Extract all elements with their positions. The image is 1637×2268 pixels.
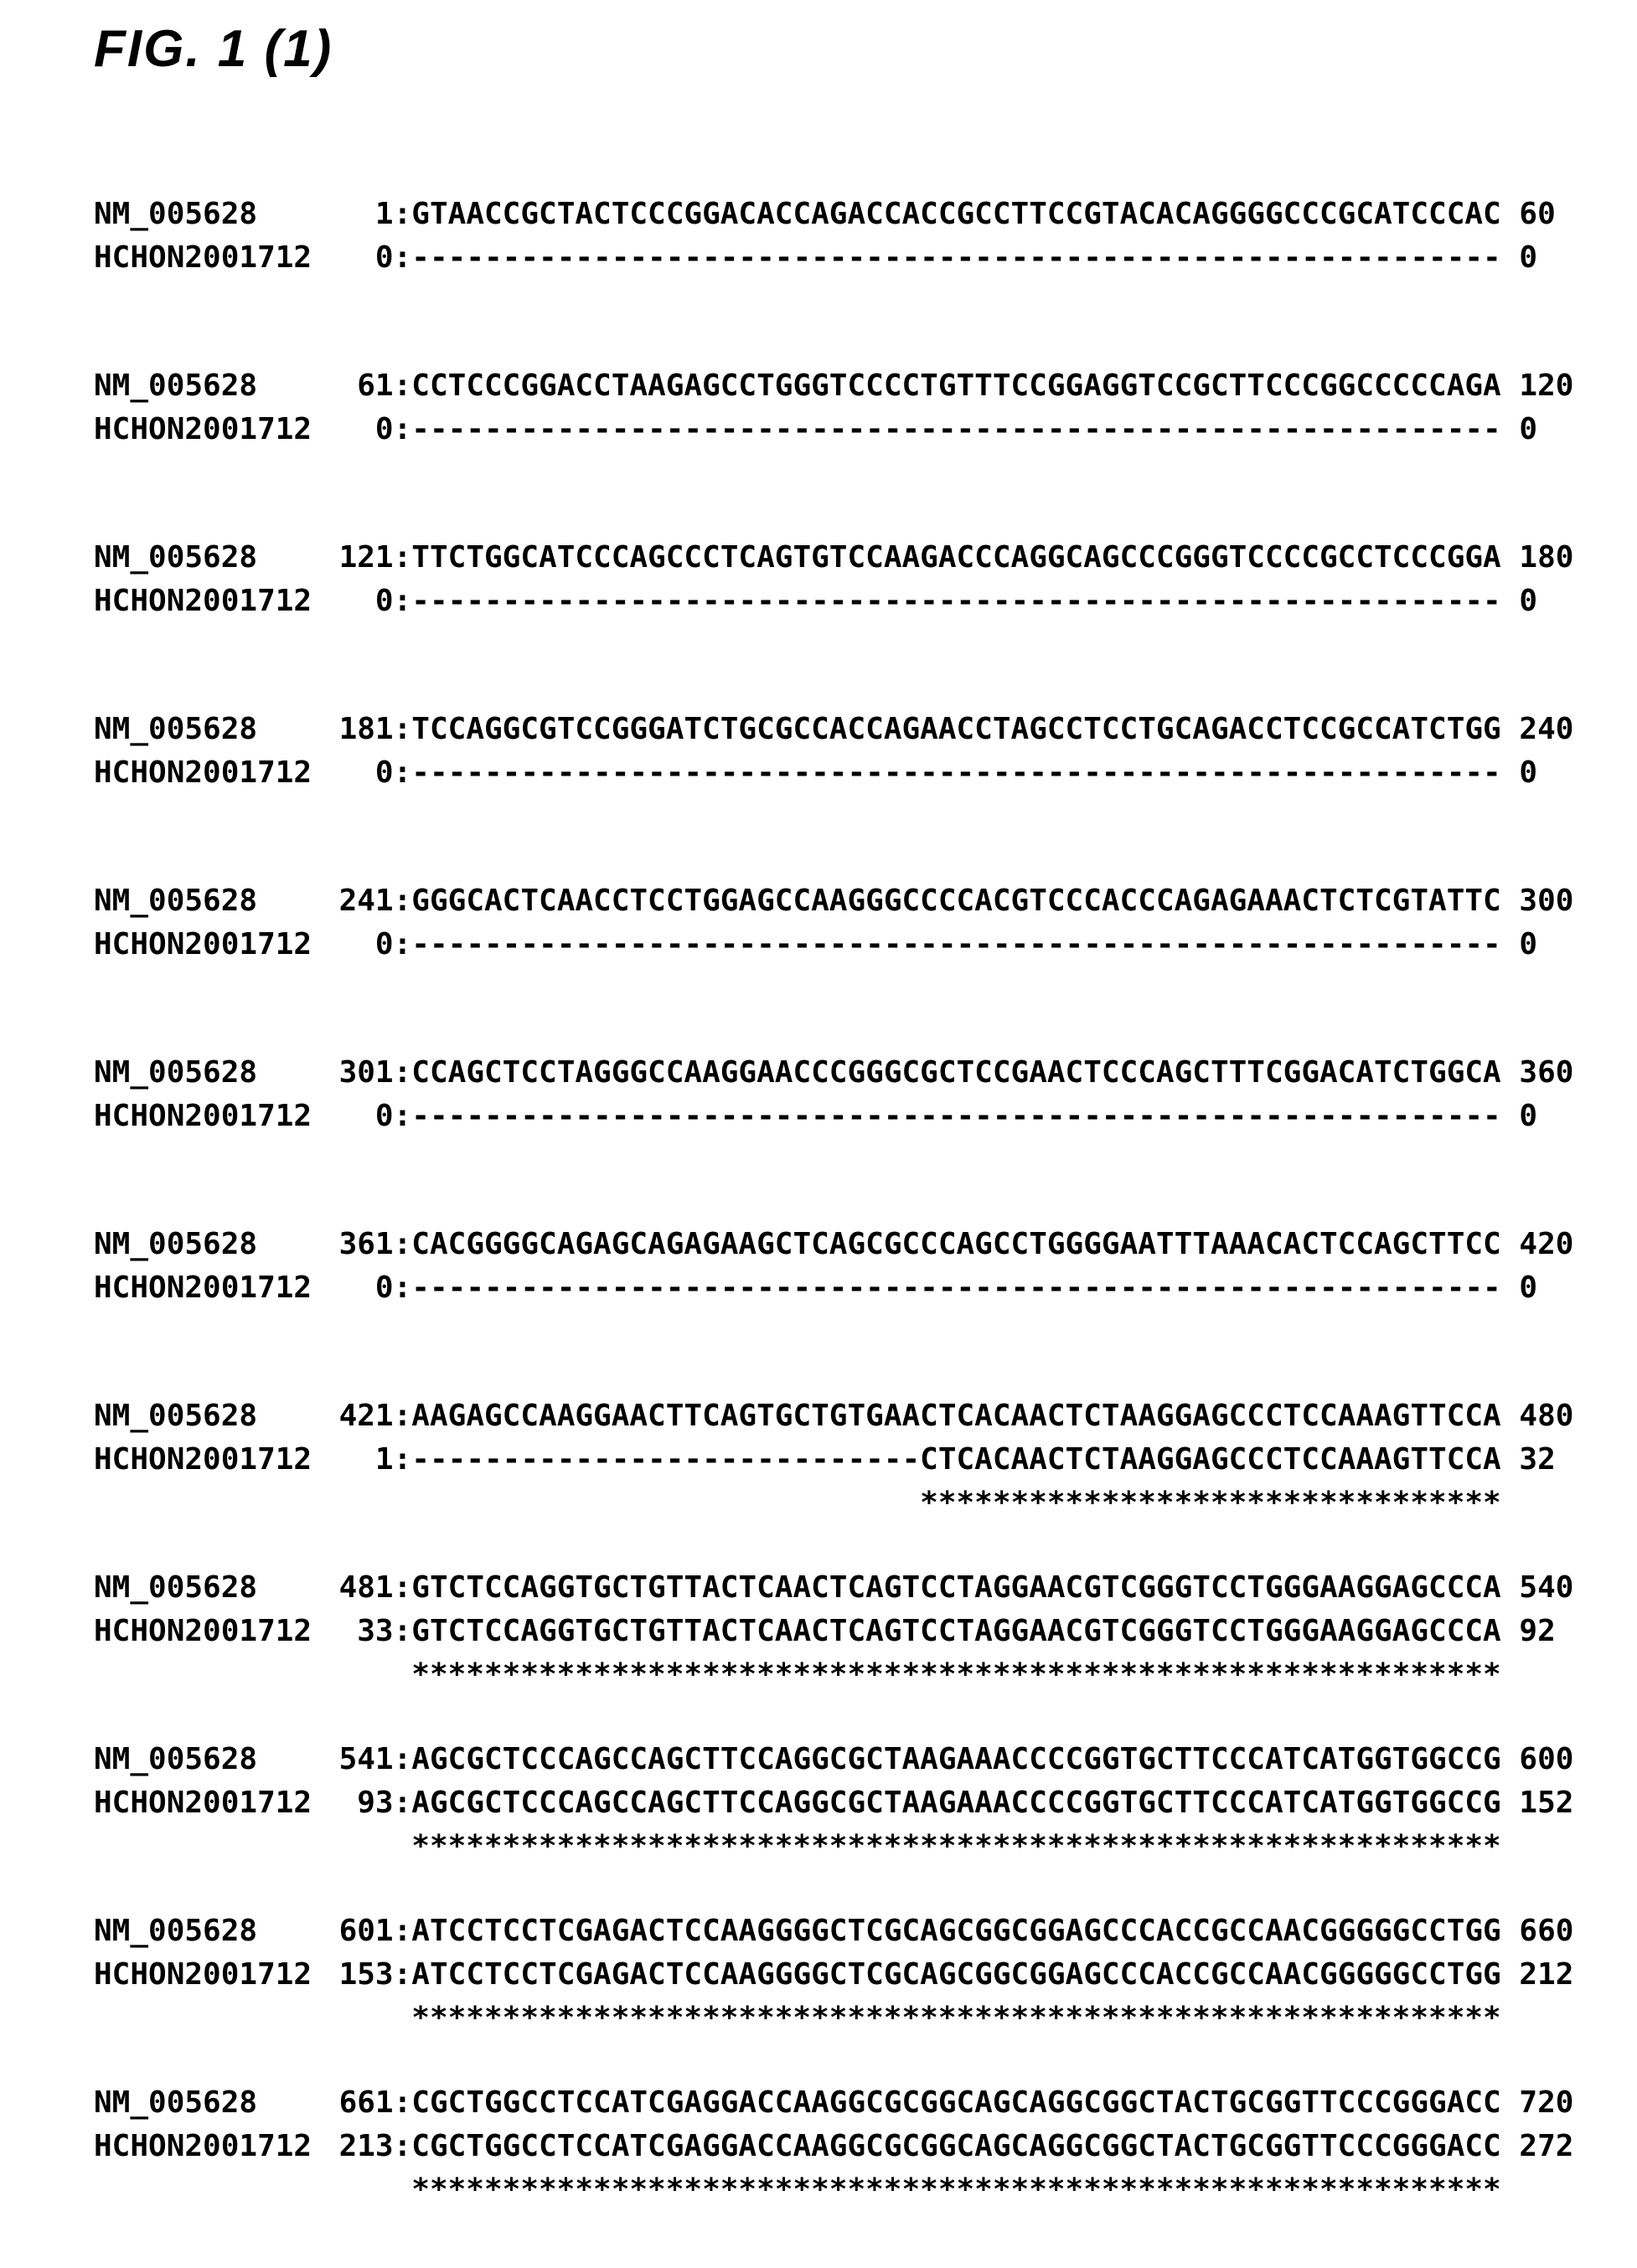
alignment-block-10 <box>94 1738 1637 1869</box>
query-label: NM_005628 <box>94 197 258 231</box>
subject-start-number: 213 <box>338 2129 394 2163</box>
separator: : <box>393 540 412 575</box>
subject-sequence: AGCGCTCCCAGCCAGCTTCCAGGCGCTAAGAAACCCCGGTGCTTCCCATCATGGTGGCCG <box>411 1786 1501 1820</box>
separator: : <box>393 584 412 618</box>
subject-row <box>94 2125 1637 2168</box>
query-start-number: 541 <box>338 1742 394 1776</box>
query-row <box>94 1738 1637 1781</box>
query-start-number: 241 <box>338 884 394 918</box>
match-indent <box>321 1653 394 1697</box>
subject-row <box>94 1781 1637 1825</box>
alignment-block-9 <box>94 1566 1637 1697</box>
separator: : <box>393 1442 412 1477</box>
separator: : <box>393 197 412 231</box>
query-row <box>94 1910 1637 1953</box>
subject-start-number: 153 <box>338 1957 394 1992</box>
subject-end-number: 0 <box>1519 755 1538 790</box>
subject-sequence: ATCCTCCTCGAGACTCCAAGGGGCTCGCAGCGGCGGAGCCCACCGCCAACGGGGGCCTGG <box>411 1957 1501 1992</box>
query-label: NM_005628 <box>94 1399 258 1433</box>
subject-row <box>94 1095 1637 1138</box>
query-sequence: TCCAGGCGTCCGGGATCTGCGCCACCAGAACCTAGCCTCCTGCAGACCTCCGCCATCTGG <box>411 712 1501 746</box>
query-row <box>94 364 1637 408</box>
subject-sequence: ------------------------------------------------------------ <box>411 412 1501 446</box>
query-sequence: CGCTGGCCTCCATCGAGGACCAAGGCGCGGCAGCAGGCGGCTACTGCGGTTCCCGGGACC <box>411 2085 1501 2120</box>
query-sequence: CCAGCTCCTAGGGCCAAGGAACCCGGGCGCTCCGAACTCCCAGCTTTCGGACATCTGGCA <box>411 1055 1501 1090</box>
match-indent <box>321 2168 394 2212</box>
query-label: NM_005628 <box>94 1227 258 1261</box>
query-end-number: 60 <box>1519 197 1556 231</box>
subject-end-number: 0 <box>1519 412 1538 446</box>
subject-label: HCHON2001712 <box>94 1786 312 1820</box>
subject-sequence: ----------------------------CTCACAACTCTAAGGAGCCCTCCAAAGTTCCA <box>411 1442 1501 1477</box>
subject-sequence: ------------------------------------------------------------ <box>411 1099 1501 1133</box>
subject-label: HCHON2001712 <box>94 927 312 961</box>
query-label: NM_005628 <box>94 1055 258 1090</box>
subject-label: HCHON2001712 <box>94 1271 312 1305</box>
alignment-block-5 <box>94 879 1637 966</box>
separator: : <box>393 712 412 746</box>
subject-label: HCHON2001712 <box>94 1442 312 1477</box>
query-sequence: ATCCTCCTCGAGACTCCAAGGGGCTCGCAGCGGCGGAGCCCACCGCCAACGGGGGCCTGG <box>411 1914 1501 1948</box>
separator: : <box>393 240 412 275</box>
separator: : <box>393 1271 412 1305</box>
query-end-number: 480 <box>1519 1399 1574 1433</box>
query-row <box>94 1394 1637 1438</box>
match-row <box>94 2168 1637 2212</box>
query-sequence: AGCGCTCCCAGCCAGCTTCCAGGCGCTAAGAAACCCCGGTGCTTCCCATCATGGTGGCCG <box>411 1742 1501 1776</box>
alignment-block-6 <box>94 1051 1637 1138</box>
query-row <box>94 708 1637 751</box>
subject-end-number: 0 <box>1519 1271 1538 1305</box>
separator: : <box>393 2085 412 2120</box>
query-row <box>94 193 1637 236</box>
query-end-number: 660 <box>1519 1914 1574 1948</box>
subject-label: HCHON2001712 <box>94 1614 312 1648</box>
query-label: NM_005628 <box>94 1570 258 1605</box>
separator: : <box>393 1055 412 1090</box>
query-label: NM_005628 <box>94 369 258 403</box>
subject-sequence: ------------------------------------------------------------ <box>411 1271 1501 1305</box>
subject-label: HCHON2001712 <box>94 412 312 446</box>
match-asterisks: ************************************************************ <box>411 1657 1501 1692</box>
subject-end-number: 32 <box>1519 1442 1556 1477</box>
query-label: NM_005628 <box>94 712 258 746</box>
separator: : <box>393 1742 412 1776</box>
subject-label: HCHON2001712 <box>94 240 312 275</box>
separator: : <box>393 755 412 790</box>
match-row <box>94 1482 1637 1525</box>
subject-end-number: 0 <box>1519 240 1538 275</box>
query-sequence: CACGGGGCAGAGCAGAGAAGCTCAGCGCCCAGCCTGGGGAATTTAAACACTCCAGCTTCC <box>411 1227 1501 1261</box>
subject-end-number: 0 <box>1519 1099 1538 1133</box>
subject-start-number: 0 <box>374 584 394 618</box>
subject-end-number: 212 <box>1519 1957 1574 1992</box>
subject-start-number: 0 <box>374 755 394 790</box>
alignment-block-8 <box>94 1394 1637 1525</box>
match-indent <box>394 1825 412 1869</box>
separator: : <box>393 412 412 446</box>
query-start-number: 121 <box>338 540 394 575</box>
match-indent <box>94 1482 321 1525</box>
query-start-number: 301 <box>338 1055 394 1090</box>
query-label: NM_005628 <box>94 2085 258 2120</box>
subject-start-number: 1 <box>374 1442 394 1477</box>
query-start-number: 61 <box>357 369 394 403</box>
separator: : <box>393 1786 412 1820</box>
query-end-number: 240 <box>1519 712 1574 746</box>
query-label: NM_005628 <box>94 1742 258 1776</box>
query-sequence: GTCTCCAGGTGCTGTTACTCAACTCAGTCCTAGGAACGTCGGGTCCTGGGAAGGAGCCCA <box>411 1570 1501 1605</box>
query-sequence: GTAACCGCTACTCCCGGACACCAGACCACCGCCTTCCGTACACAGGGGCCCGCATCCCAC <box>411 197 1501 231</box>
separator: : <box>393 1227 412 1261</box>
subject-sequence: ------------------------------------------------------------ <box>411 584 1501 618</box>
subject-end-number: 92 <box>1519 1614 1556 1648</box>
subject-sequence: ------------------------------------------------------------ <box>411 240 1501 275</box>
separator: : <box>393 1614 412 1648</box>
match-indent <box>394 1997 412 2040</box>
subject-end-number: 272 <box>1519 2129 1574 2163</box>
figure-title: FIG. 1 (1) <box>94 20 333 78</box>
subject-sequence: ------------------------------------------------------------ <box>411 755 1501 790</box>
match-indent <box>94 1653 321 1697</box>
subject-row <box>94 923 1637 966</box>
match-indent <box>94 2168 321 2212</box>
separator: : <box>393 1570 412 1605</box>
subject-start-number: 93 <box>357 1786 394 1820</box>
match-indent <box>394 1482 412 1525</box>
query-label: NM_005628 <box>94 540 258 575</box>
subject-label: HCHON2001712 <box>94 755 312 790</box>
subject-sequence: ------------------------------------------------------------ <box>411 927 1501 961</box>
match-row <box>94 1997 1637 2040</box>
query-start-number: 601 <box>338 1914 394 1948</box>
query-sequence: GGGCACTCAACCTCCTGGAGCCAAGGGCCCCACGTCCCACCCAGAGAAACTCTCGTATTC <box>411 884 1501 918</box>
separator: : <box>393 1099 412 1133</box>
subject-row <box>94 1438 1637 1482</box>
match-row <box>94 1653 1637 1697</box>
subject-label: HCHON2001712 <box>94 1099 312 1133</box>
query-end-number: 120 <box>1519 369 1574 403</box>
separator: : <box>393 927 412 961</box>
subject-start-number: 0 <box>374 1099 394 1133</box>
subject-sequence: GTCTCCAGGTGCTGTTACTCAACTCAGTCCTAGGAACGTCGGGTCCTGGGAAGGAGCCCA <box>411 1614 1501 1648</box>
subject-end-number: 0 <box>1519 584 1538 618</box>
query-end-number: 600 <box>1519 1742 1574 1776</box>
query-start-number: 361 <box>338 1227 394 1261</box>
subject-row <box>94 580 1637 623</box>
match-indent <box>94 1825 321 1869</box>
query-row <box>94 2081 1637 2125</box>
separator: : <box>393 1957 412 1992</box>
query-start-number: 421 <box>338 1399 394 1433</box>
alignment-block-2 <box>94 364 1637 451</box>
separator: : <box>393 1914 412 1948</box>
subject-end-number: 152 <box>1519 1786 1574 1820</box>
query-start-number: 1 <box>374 197 394 231</box>
alignment-block-4 <box>94 708 1637 795</box>
subject-row <box>94 236 1637 280</box>
query-label: NM_005628 <box>94 1914 258 1948</box>
match-indent <box>394 2168 412 2212</box>
query-sequence: TTCTGGCATCCCAGCCCTCAGTGTCCAAGACCCAGGCAGCCCGGGTCCCCGCCTCCCGGA <box>411 540 1501 575</box>
query-start-number: 181 <box>338 712 394 746</box>
query-start-number: 481 <box>338 1570 394 1605</box>
subject-label: HCHON2001712 <box>94 2129 312 2163</box>
match-row <box>94 1825 1637 1869</box>
query-row <box>94 1223 1637 1266</box>
query-sequence: CCTCCCGGACCTAAGAGCCTGGGTCCCCTGTTTCCGGAGGTCCGCTTCCCGGCCCCCAGA <box>411 369 1501 403</box>
alignment-block-3 <box>94 536 1637 623</box>
subject-row <box>94 1266 1637 1310</box>
match-asterisks: ******************************** <box>411 1486 1501 1520</box>
match-indent <box>94 1997 321 2040</box>
query-row <box>94 1051 1637 1095</box>
alignment-block-12 <box>94 2081 1637 2212</box>
alignment-block-11 <box>94 1910 1637 2040</box>
query-sequence: AAGAGCCAAGGAACTTCAGTGCTGTGAACTCACAACTCTAAGGAGCCCTCCAAAGTTCCA <box>411 1399 1501 1433</box>
subject-start-number: 0 <box>374 240 394 275</box>
query-start-number: 661 <box>338 2085 394 2120</box>
separator: : <box>393 369 412 403</box>
query-end-number: 540 <box>1519 1570 1574 1605</box>
query-end-number: 360 <box>1519 1055 1574 1090</box>
subject-start-number: 0 <box>374 927 394 961</box>
match-asterisks: ************************************************************ <box>411 2001 1501 2035</box>
query-row <box>94 1566 1637 1610</box>
query-row <box>94 536 1637 580</box>
match-indent <box>321 1825 394 1869</box>
subject-start-number: 0 <box>374 1271 394 1305</box>
subject-row <box>94 408 1637 451</box>
subject-start-number: 33 <box>357 1614 394 1648</box>
alignment-block-7 <box>94 1223 1637 1310</box>
match-asterisks: ************************************************************ <box>411 2173 1501 2207</box>
subject-end-number: 0 <box>1519 927 1538 961</box>
subject-label: HCHON2001712 <box>94 584 312 618</box>
separator: : <box>393 884 412 918</box>
query-row <box>94 879 1637 923</box>
subject-row <box>94 1610 1637 1653</box>
subject-row <box>94 751 1637 795</box>
query-end-number: 720 <box>1519 2085 1574 2120</box>
query-end-number: 420 <box>1519 1227 1574 1261</box>
subject-row <box>94 1953 1637 1997</box>
subject-sequence: CGCTGGCCTCCATCGAGGACCAAGGCGCGGCAGCAGGCGGCTACTGCGGTTCCCGGGACC <box>411 2129 1501 2163</box>
match-indent <box>394 1653 412 1697</box>
query-end-number: 180 <box>1519 540 1574 575</box>
query-label: NM_005628 <box>94 884 258 918</box>
match-indent <box>321 1997 394 2040</box>
match-indent <box>321 1482 394 1525</box>
subject-label: HCHON2001712 <box>94 1957 312 1992</box>
sequence-alignment <box>0 193 1637 2212</box>
alignment-block-1 <box>94 193 1637 280</box>
match-asterisks: ************************************************************ <box>411 1829 1501 1863</box>
separator: : <box>393 2129 412 2163</box>
subject-start-number: 0 <box>374 412 394 446</box>
separator: : <box>393 1399 412 1433</box>
query-end-number: 300 <box>1519 884 1574 918</box>
